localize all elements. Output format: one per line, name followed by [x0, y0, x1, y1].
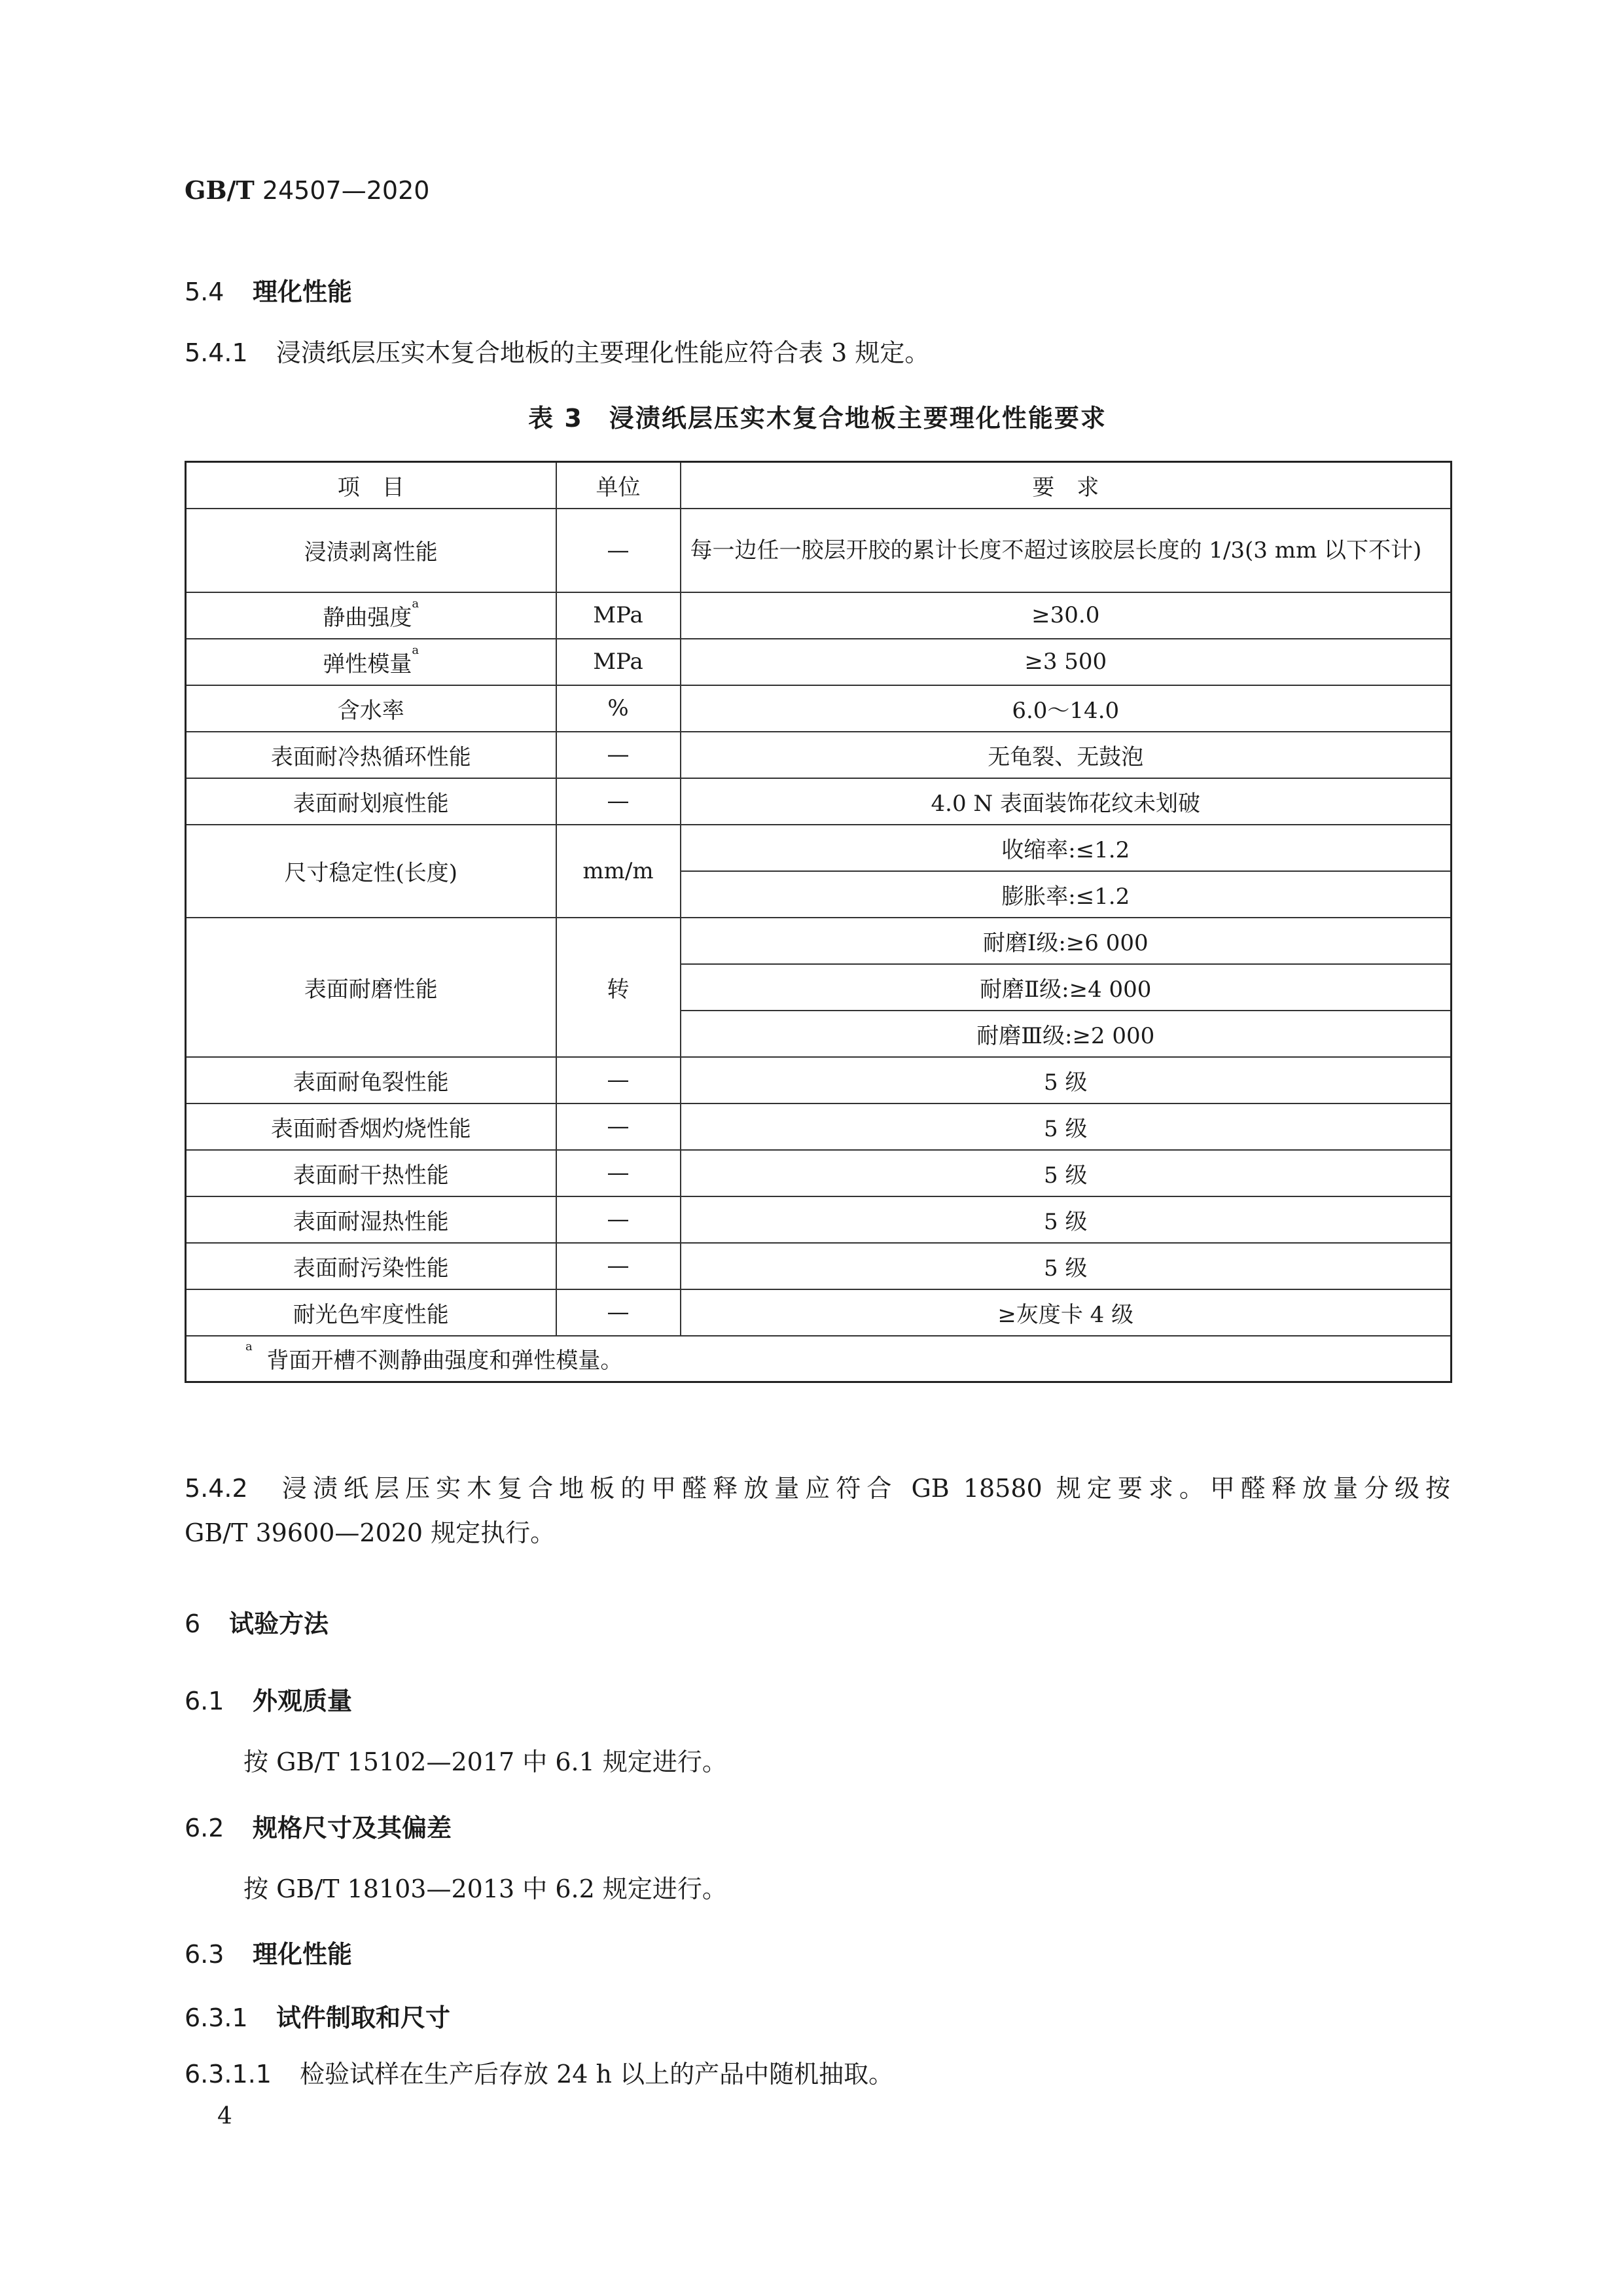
cell-item: 表面耐磨性能 — [186, 918, 556, 1057]
table-caption: 表 3 浸渍纸层压实木复合地板主要理化性能要求 — [528, 404, 1107, 433]
cell-unit: 转 — [556, 918, 681, 1057]
item-text: 弹性模量 — [323, 651, 412, 677]
header-requirement: 要 求 — [681, 462, 1452, 509]
clause-5-4-1 — [185, 331, 929, 375]
footnote-mark: a — [412, 643, 419, 657]
table-row — [186, 1243, 1452, 1289]
cell-requirement: 5 级 — [681, 1103, 1452, 1150]
clause-6-3-1-1 — [185, 2052, 893, 2096]
clause-5-4-2 — [185, 1466, 1450, 1555]
table-row — [186, 509, 1452, 592]
cell-item: 表面耐龟裂性能 — [186, 1057, 556, 1103]
cell-item: 浸渍剥离性能 — [186, 509, 556, 592]
section-title: 试件制取和尺寸 — [276, 2003, 451, 2032]
cell-unit: MPa — [556, 639, 681, 685]
section-title: 规格尺寸及其偏差 — [253, 1814, 452, 1842]
section-title: 试验方法 — [229, 1609, 329, 1638]
table-row — [186, 1196, 1452, 1243]
table-footnote — [186, 1336, 1452, 1382]
cell-requirement: 收缩率:≤1.2 — [681, 825, 1452, 871]
cell-requirement: ≥3 500 — [681, 639, 1452, 685]
cell-requirement: 5 级 — [681, 1150, 1452, 1196]
cell-unit: — — [556, 1103, 681, 1150]
clause-text: 浸渍纸层压实木复合地板的主要理化性能应符合表 3 规定。 — [276, 338, 930, 367]
section-number: 6.3.1 — [185, 2003, 248, 2032]
footnote-text: 背面开槽不测静曲强度和弹性模量。 — [266, 1348, 623, 1374]
table-row — [186, 1150, 1452, 1196]
heading-6 — [185, 1604, 329, 1640]
table-footnote-row — [186, 1336, 1452, 1382]
section-number: 6 — [185, 1609, 201, 1638]
cell-unit: — — [556, 1243, 681, 1289]
table-3 — [185, 461, 1452, 1383]
cell-requirement: 4.0 N 表面装饰花纹未划破 — [681, 778, 1452, 825]
cell-item — [186, 639, 556, 685]
cell-requirement: 耐磨Ⅲ级:≥2 000 — [681, 1011, 1452, 1057]
clause-number: 5.4.1 — [185, 338, 248, 367]
cell-requirement: 膨胀率:≤1.2 — [681, 871, 1452, 918]
cell-unit: — — [556, 1150, 681, 1196]
table-row — [186, 825, 1452, 871]
cell-item: 表面耐香烟灼烧性能 — [186, 1103, 556, 1150]
heading-6-1 — [185, 1681, 352, 1717]
footnote-mark: a — [245, 1340, 253, 1354]
heading-6-3-1 — [185, 1998, 450, 2034]
item-text: 静曲强度 — [323, 604, 412, 631]
table-header-row — [186, 462, 1452, 509]
cell-item: 表面耐划痕性能 — [186, 778, 556, 825]
section-number: 5.4 — [185, 278, 224, 306]
table-row — [186, 778, 1452, 825]
cell-unit: — — [556, 732, 681, 778]
cell-requirement: 耐磨Ⅱ级:≥4 000 — [681, 964, 1452, 1011]
table-row — [186, 732, 1452, 778]
cell-item: 尺寸稳定性(长度) — [186, 825, 556, 918]
clause-number: 6.3.1.1 — [185, 2060, 272, 2089]
table-row — [186, 1103, 1452, 1150]
cell-requirement: 5 级 — [681, 1243, 1452, 1289]
table-row — [186, 685, 1452, 732]
section-title: 外观质量 — [253, 1687, 353, 1715]
cell-unit: mm/m — [556, 825, 681, 918]
cell-unit: — — [556, 1196, 681, 1243]
standard-number — [185, 175, 429, 205]
cell-item: 表面耐湿热性能 — [186, 1196, 556, 1243]
standard-code: 24507—2020 — [262, 176, 430, 205]
section-number: 6.2 — [185, 1814, 224, 1842]
cell-unit: — — [556, 509, 681, 592]
cell-requirement: 无龟裂、无鼓泡 — [681, 732, 1452, 778]
section-number: 6.1 — [185, 1687, 224, 1715]
clause-text-line1: 浸渍纸层压实木复合地板的甲醛释放量应符合 GB 18580 规定要求。甲醛释放量分级按 — [276, 1474, 1450, 1503]
section-number: 6.3 — [185, 1940, 224, 1969]
text-6-1: 按 GB/T 15102—2017 中 6.1 规定进行。 — [243, 1748, 727, 1776]
table-row — [186, 918, 1452, 964]
cell-requirement: 5 级 — [681, 1196, 1452, 1243]
table-row — [186, 592, 1452, 639]
cell-requirement: ≥30.0 — [681, 592, 1452, 639]
text-6-2: 按 GB/T 18103—2013 中 6.2 规定进行。 — [243, 1874, 727, 1903]
footnote-mark: a — [412, 596, 419, 611]
cell-unit: — — [556, 1057, 681, 1103]
table-row — [186, 1057, 1452, 1103]
cell-item: 表面耐干热性能 — [186, 1150, 556, 1196]
clause-text: 检验试样在生产后存放 24 h 以上的产品中随机抽取。 — [300, 2060, 894, 2089]
section-title: 理化性能 — [253, 1940, 353, 1969]
page-number: 4 — [217, 2103, 232, 2130]
cell-requirement: 每一边任一胶层开胶的累计长度不超过该胶层长度的 1/3(3 mm 以下不计) — [681, 509, 1452, 592]
cell-requirement: 5 级 — [681, 1057, 1452, 1103]
table-row — [186, 1289, 1452, 1336]
header-unit: 单位 — [556, 462, 681, 509]
cell-item — [186, 592, 556, 639]
cell-item: 含水率 — [186, 685, 556, 732]
heading-6-2 — [185, 1808, 452, 1844]
heading-6-3 — [185, 1934, 352, 1970]
cell-unit: % — [556, 685, 681, 732]
section-title: 理化性能 — [253, 278, 353, 306]
heading-5-4 — [185, 272, 352, 308]
clause-number: 5.4.2 — [185, 1474, 248, 1503]
standard-prefix: GB/T — [185, 175, 255, 205]
cell-requirement: 耐磨Ⅰ级:≥6 000 — [681, 918, 1452, 964]
cell-item: 表面耐冷热循环性能 — [186, 732, 556, 778]
cell-unit: — — [556, 1289, 681, 1336]
cell-item: 表面耐污染性能 — [186, 1243, 556, 1289]
cell-unit: MPa — [556, 592, 681, 639]
clause-text-line2: GB/T 39600—2020 规定执行。 — [185, 1518, 556, 1547]
table-row — [186, 639, 1452, 685]
cell-item: 耐光色牢度性能 — [186, 1289, 556, 1336]
header-item: 项 目 — [186, 462, 556, 509]
cell-requirement: ≥灰度卡 4 级 — [681, 1289, 1452, 1336]
cell-unit: — — [556, 778, 681, 825]
cell-requirement: 6.0～14.0 — [681, 685, 1452, 732]
